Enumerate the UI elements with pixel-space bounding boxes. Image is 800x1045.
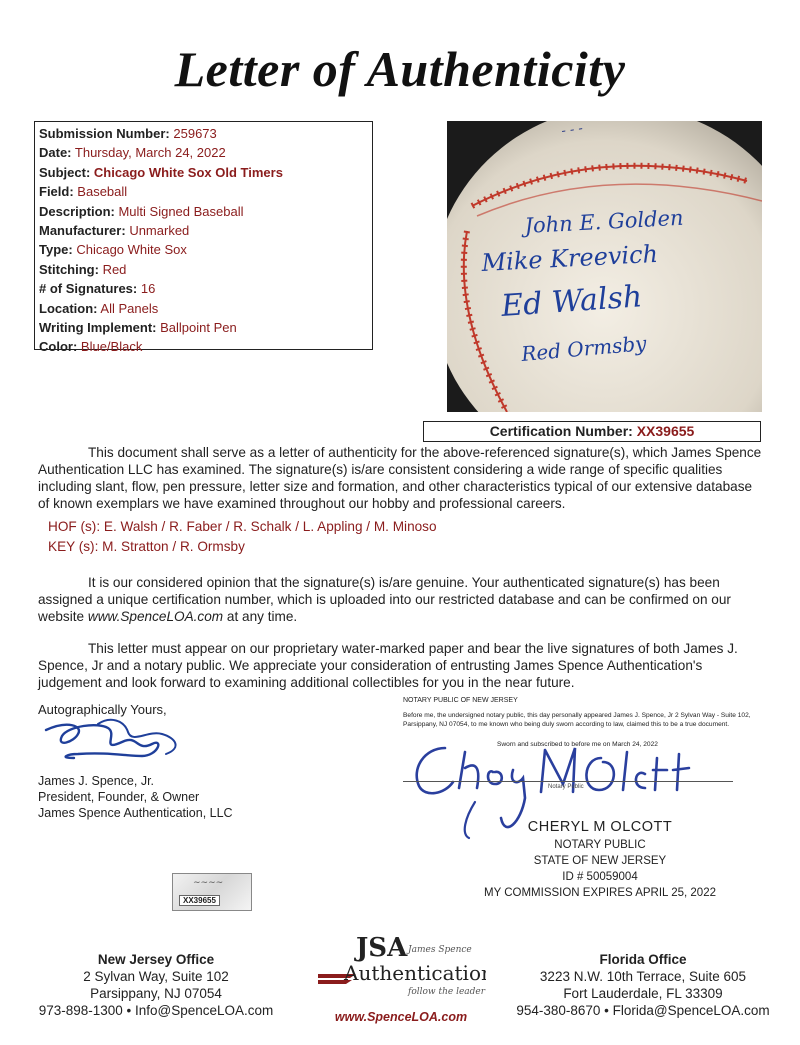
- spence-signature: [38, 712, 188, 762]
- jsa-logo-mark: [316, 930, 486, 1010]
- hologram-number: XX39655: [179, 895, 220, 906]
- info-row-stitching: Stitching: Red: [39, 261, 127, 277]
- baseball-illustration: [447, 121, 762, 412]
- info-row-subject: Subject: Chicago White Sox Old Timers: [39, 164, 283, 180]
- info-row-location: Location: All Panels: [39, 300, 159, 316]
- sign-off: Autographically Yours,: [38, 702, 167, 717]
- info-row-writing-implement: Writing Implement: Ballpoint Pen: [39, 320, 237, 336]
- notary-stamp: [480, 819, 720, 901]
- certification-number: XX39655: [636, 423, 695, 439]
- info-row-manufacturer: Manufacturer: Unmarked: [39, 223, 190, 239]
- footer-nj-office: New Jersey Office 2 Sylvan Way, Suite 102 Parsippany, NJ 07054 973-898-1300 • Info@SpenceLOA.com: [38, 952, 274, 1018]
- info-row-signature-count: # of Signatures: 16: [39, 281, 156, 297]
- info-row-field: Field: Baseball: [39, 184, 128, 200]
- ball-signature-2: Mike Kreevich: [480, 239, 659, 277]
- notary-state: STATE OF NEW JERSEY: [533, 855, 667, 867]
- signer-name: James J. Spence, Jr.: [38, 774, 155, 788]
- ball-signature-top: - - -: [560, 121, 584, 139]
- info-row-submission: Submission Number: 259673: [39, 126, 217, 141]
- notary-sworn-date: Sworn and subscribed to before me on March 24, 2022: [497, 741, 658, 748]
- baseball-photo: [447, 121, 762, 412]
- ball-signature-1: John E. Golden: [524, 205, 685, 238]
- key-signatures: KEY (s): M. Stratton / R. Ormsby: [48, 539, 245, 554]
- info-row-date: Date: Thursday, March 24, 2022: [39, 145, 226, 161]
- authenticity-paragraph: This document shall serve as a letter of authenticity for the above-referenced signature(s), which James Spence Authentication LLC has examined. The signature(s) is/are consistent considering a wide range of specific qualities including slant, flow, pen pressure, letter size and formation, and other characteristics typical of our extensive database of known exemplars we have examined throughout our hobby and professional careers.: [38, 445, 762, 511]
- footer-fl-office: Florida Office 3223 N.W. 10th Terrace, Suite 605 Fort Lauderdale, FL 33309 954-380-8670 • Florida@SpenceLOA.com: [516, 952, 770, 1018]
- notary-title: NOTARY PUBLIC: [554, 839, 646, 851]
- jsa-brand: JSA: [356, 933, 408, 963]
- notary-signature-line: [403, 781, 733, 782]
- info-row-description: Description: Multi Signed Baseball: [39, 203, 244, 219]
- hologram-logo-icon: ∼∼∼∼: [193, 878, 224, 888]
- notary-header: NOTARY PUBLIC OF NEW JERSEY: [403, 697, 518, 704]
- notary-statement: Before me, the undersigned notary public, this day personally appeared James J. Spence, Jr 2 Sylvan Way - Suite 102, Parsippany, NJ 07054, to me known who being duly sworn according to law, claimed this to be a true document.: [403, 712, 751, 728]
- ball-signature-4: Red Ormsby: [520, 331, 648, 366]
- notary-name: CHERYL M OLCOTT: [527, 819, 673, 835]
- signer-company: James Spence Authentication, LLC: [38, 806, 233, 820]
- ball-signature-3: Ed Walsh: [500, 279, 644, 324]
- jsa-sub: James Spence: [408, 945, 472, 955]
- jsa-logo: [316, 930, 486, 1030]
- submission-info-box: [34, 121, 373, 355]
- page-title: Letter of Authenticity: [174, 41, 626, 97]
- jsa-word: Authentication: [344, 961, 486, 985]
- info-row-type: Type: Chicago White Sox: [39, 242, 187, 258]
- info-row-color: Color: Blue/Black: [39, 339, 143, 355]
- signer-block: [38, 702, 358, 821]
- notary-public-label: Notary Public: [548, 784, 584, 790]
- notary-commission: MY COMMISSION EXPIRES APRIL 25, 2022: [483, 887, 716, 899]
- signer-role: President, Founder, & Owner: [38, 790, 200, 804]
- jsa-tagline: follow the leader: [408, 987, 486, 997]
- certification-number-box: [423, 421, 761, 442]
- certification-label: Certification Number:: [489, 423, 633, 439]
- opinion-paragraph: It is our considered opinion that the signature(s) is/are genuine. Your authenticated signature(s) has been assigned a unique certification number, which is uploaded into our restricted database and can be confirmed on our website www.SpenceLOA.com at any time.: [38, 575, 731, 624]
- footer-website-link[interactable]: www.SpenceLOA.com: [334, 1010, 468, 1024]
- hologram-sticker: [172, 873, 252, 911]
- watermark-paragraph: This letter must appear on our proprietary water-marked paper and bear the live signatures of both James J. Spence, Jr and a notary public. We appreciate your consideration of entrusting James Spence Authentication's judgement and look forward to examining additional collectibles for you in the near future.: [38, 641, 738, 690]
- hof-signatures: HOF (s): E. Walsh / R. Faber / R. Schalk / L. Appling / M. Minoso: [48, 519, 437, 534]
- website-link[interactable]: www.SpenceLOA.com: [87, 609, 224, 624]
- notary-id: ID # 50059004: [562, 871, 638, 883]
